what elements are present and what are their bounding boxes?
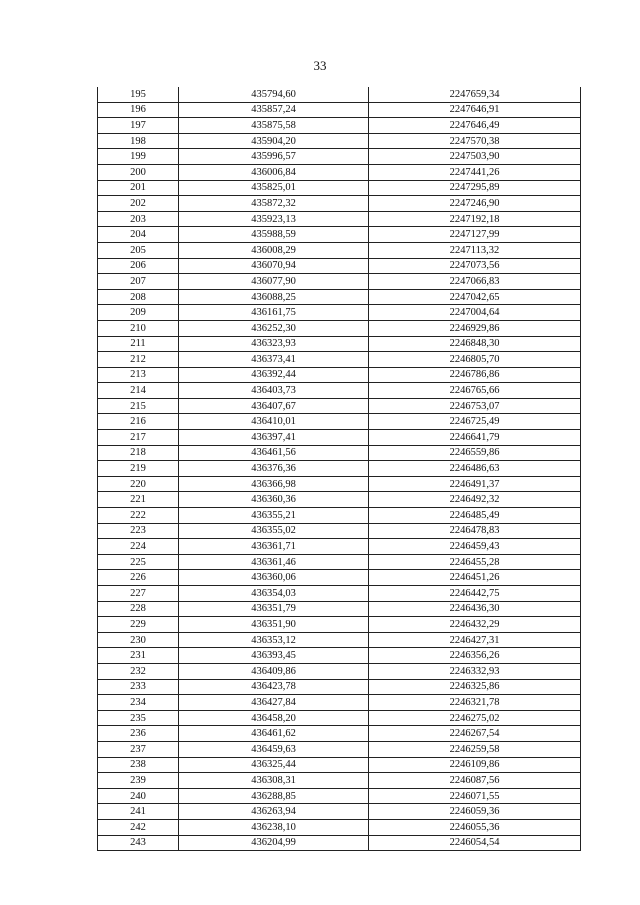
x-coordinate-cell: 436354,03 bbox=[179, 586, 369, 602]
point-number-cell: 238 bbox=[98, 757, 179, 773]
table-row bbox=[98, 383, 581, 399]
y-coordinate-cell: 2246486,63 bbox=[369, 461, 581, 477]
y-coordinate-cell: 2247004,64 bbox=[369, 305, 581, 321]
table-row bbox=[98, 196, 581, 212]
table-row bbox=[98, 102, 581, 118]
y-coordinate-cell: 2246059,36 bbox=[369, 804, 581, 820]
coordinates-table bbox=[97, 87, 581, 851]
y-coordinate-cell: 2247127,99 bbox=[369, 227, 581, 243]
y-coordinate-cell: 2246786,86 bbox=[369, 367, 581, 383]
point-number-cell: 200 bbox=[98, 164, 179, 180]
x-coordinate-cell: 436325,44 bbox=[179, 757, 369, 773]
y-coordinate-cell: 2246805,70 bbox=[369, 352, 581, 368]
point-number-cell: 210 bbox=[98, 320, 179, 336]
table-row bbox=[98, 305, 581, 321]
point-number-cell: 228 bbox=[98, 601, 179, 617]
point-number-cell: 231 bbox=[98, 648, 179, 664]
point-number-cell: 211 bbox=[98, 336, 179, 352]
y-coordinate-cell: 2246259,58 bbox=[369, 741, 581, 757]
point-number-cell: 197 bbox=[98, 118, 179, 134]
x-coordinate-cell: 436423,78 bbox=[179, 679, 369, 695]
x-coordinate-cell: 436360,06 bbox=[179, 570, 369, 586]
point-number-cell: 214 bbox=[98, 383, 179, 399]
table-row bbox=[98, 741, 581, 757]
point-number-cell: 202 bbox=[98, 196, 179, 212]
y-coordinate-cell: 2246442,75 bbox=[369, 586, 581, 602]
x-coordinate-cell: 435872,32 bbox=[179, 196, 369, 212]
x-coordinate-cell: 436161,75 bbox=[179, 305, 369, 321]
point-number-cell: 204 bbox=[98, 227, 179, 243]
point-number-cell: 206 bbox=[98, 258, 179, 274]
x-coordinate-cell: 436458,20 bbox=[179, 710, 369, 726]
x-coordinate-cell: 436252,30 bbox=[179, 320, 369, 336]
table-row bbox=[98, 118, 581, 134]
table-row bbox=[98, 461, 581, 477]
x-coordinate-cell: 436461,62 bbox=[179, 726, 369, 742]
point-number-cell: 215 bbox=[98, 398, 179, 414]
y-coordinate-cell: 2246109,86 bbox=[369, 757, 581, 773]
point-number-cell: 208 bbox=[98, 289, 179, 305]
table-row bbox=[98, 570, 581, 586]
y-coordinate-cell: 2246427,31 bbox=[369, 632, 581, 648]
table-row bbox=[98, 819, 581, 835]
y-coordinate-cell: 2247646,91 bbox=[369, 102, 581, 118]
y-coordinate-cell: 2247113,32 bbox=[369, 242, 581, 258]
table-row bbox=[98, 336, 581, 352]
x-coordinate-cell: 436409,86 bbox=[179, 663, 369, 679]
x-coordinate-cell: 436376,36 bbox=[179, 461, 369, 477]
y-coordinate-cell: 2246267,54 bbox=[369, 726, 581, 742]
point-number-cell: 234 bbox=[98, 695, 179, 711]
y-coordinate-cell: 2247659,34 bbox=[369, 87, 581, 102]
table-row bbox=[98, 648, 581, 664]
x-coordinate-cell: 436323,93 bbox=[179, 336, 369, 352]
table-row bbox=[98, 617, 581, 633]
y-coordinate-cell: 2246492,32 bbox=[369, 492, 581, 508]
x-coordinate-cell: 436308,31 bbox=[179, 773, 369, 789]
x-coordinate-cell: 436373,41 bbox=[179, 352, 369, 368]
table-row bbox=[98, 258, 581, 274]
x-coordinate-cell: 436407,67 bbox=[179, 398, 369, 414]
x-coordinate-cell: 436403,73 bbox=[179, 383, 369, 399]
point-number-cell: 232 bbox=[98, 663, 179, 679]
table-row bbox=[98, 539, 581, 555]
table-row bbox=[98, 679, 581, 695]
table-row bbox=[98, 726, 581, 742]
table-row bbox=[98, 508, 581, 524]
table-row bbox=[98, 445, 581, 461]
table-row bbox=[98, 352, 581, 368]
y-coordinate-cell: 2246491,37 bbox=[369, 476, 581, 492]
y-coordinate-cell: 2247073,56 bbox=[369, 258, 581, 274]
point-number-cell: 225 bbox=[98, 554, 179, 570]
y-coordinate-cell: 2246432,29 bbox=[369, 617, 581, 633]
x-coordinate-cell: 435825,01 bbox=[179, 180, 369, 196]
x-coordinate-cell: 436088,25 bbox=[179, 289, 369, 305]
table-row bbox=[98, 414, 581, 430]
y-coordinate-cell: 2246765,66 bbox=[369, 383, 581, 399]
x-coordinate-cell: 436360,36 bbox=[179, 492, 369, 508]
x-coordinate-cell: 436427,84 bbox=[179, 695, 369, 711]
coordinates-table-body bbox=[98, 87, 581, 851]
y-coordinate-cell: 2247042,65 bbox=[369, 289, 581, 305]
y-coordinate-cell: 2246485,49 bbox=[369, 508, 581, 524]
table-row bbox=[98, 835, 581, 851]
table-row bbox=[98, 788, 581, 804]
y-coordinate-cell: 2246753,07 bbox=[369, 398, 581, 414]
x-coordinate-cell: 436355,21 bbox=[179, 508, 369, 524]
table-row bbox=[98, 274, 581, 290]
point-number-cell: 236 bbox=[98, 726, 179, 742]
x-coordinate-cell: 436351,90 bbox=[179, 617, 369, 633]
table-row bbox=[98, 430, 581, 446]
y-coordinate-cell: 2246559,86 bbox=[369, 445, 581, 461]
point-number-cell: 196 bbox=[98, 102, 179, 118]
point-number-cell: 243 bbox=[98, 835, 179, 851]
table-row bbox=[98, 398, 581, 414]
table-row bbox=[98, 804, 581, 820]
y-coordinate-cell: 2246321,78 bbox=[369, 695, 581, 711]
y-coordinate-cell: 2247646,49 bbox=[369, 118, 581, 134]
point-number-cell: 240 bbox=[98, 788, 179, 804]
y-coordinate-cell: 2247503,90 bbox=[369, 149, 581, 165]
point-number-cell: 195 bbox=[98, 87, 179, 102]
point-number-cell: 242 bbox=[98, 819, 179, 835]
x-coordinate-cell: 435923,13 bbox=[179, 211, 369, 227]
point-number-cell: 203 bbox=[98, 211, 179, 227]
table-row bbox=[98, 164, 581, 180]
y-coordinate-cell: 2246848,30 bbox=[369, 336, 581, 352]
y-coordinate-cell: 2246055,36 bbox=[369, 819, 581, 835]
x-coordinate-cell: 436461,56 bbox=[179, 445, 369, 461]
y-coordinate-cell: 2246071,55 bbox=[369, 788, 581, 804]
point-number-cell: 223 bbox=[98, 523, 179, 539]
point-number-cell: 239 bbox=[98, 773, 179, 789]
table-row bbox=[98, 773, 581, 789]
point-number-cell: 207 bbox=[98, 274, 179, 290]
y-coordinate-cell: 2246356,26 bbox=[369, 648, 581, 664]
y-coordinate-cell: 2246325,86 bbox=[369, 679, 581, 695]
table-row bbox=[98, 492, 581, 508]
x-coordinate-cell: 436397,41 bbox=[179, 430, 369, 446]
point-number-cell: 217 bbox=[98, 430, 179, 446]
point-number-cell: 199 bbox=[98, 149, 179, 165]
table-row bbox=[98, 87, 581, 102]
point-number-cell: 213 bbox=[98, 367, 179, 383]
x-coordinate-cell: 435904,20 bbox=[179, 133, 369, 149]
y-coordinate-cell: 2246436,30 bbox=[369, 601, 581, 617]
point-number-cell: 229 bbox=[98, 617, 179, 633]
x-coordinate-cell: 436238,10 bbox=[179, 819, 369, 835]
point-number-cell: 235 bbox=[98, 710, 179, 726]
table-row bbox=[98, 320, 581, 336]
y-coordinate-cell: 2246725,49 bbox=[369, 414, 581, 430]
point-number-cell: 237 bbox=[98, 741, 179, 757]
y-coordinate-cell: 2246478,83 bbox=[369, 523, 581, 539]
y-coordinate-cell: 2246455,28 bbox=[369, 554, 581, 570]
x-coordinate-cell: 436353,12 bbox=[179, 632, 369, 648]
table-row bbox=[98, 289, 581, 305]
point-number-cell: 220 bbox=[98, 476, 179, 492]
x-coordinate-cell: 435794,60 bbox=[179, 87, 369, 102]
point-number-cell: 205 bbox=[98, 242, 179, 258]
x-coordinate-cell: 436070,94 bbox=[179, 258, 369, 274]
table-row bbox=[98, 149, 581, 165]
table-row bbox=[98, 757, 581, 773]
y-coordinate-cell: 2247570,38 bbox=[369, 133, 581, 149]
point-number-cell: 201 bbox=[98, 180, 179, 196]
point-number-cell: 227 bbox=[98, 586, 179, 602]
table-row bbox=[98, 601, 581, 617]
x-coordinate-cell: 436006,84 bbox=[179, 164, 369, 180]
point-number-cell: 212 bbox=[98, 352, 179, 368]
point-number-cell: 209 bbox=[98, 305, 179, 321]
x-coordinate-cell: 435996,57 bbox=[179, 149, 369, 165]
y-coordinate-cell: 2247295,89 bbox=[369, 180, 581, 196]
x-coordinate-cell: 436204,99 bbox=[179, 835, 369, 851]
x-coordinate-cell: 436410,01 bbox=[179, 414, 369, 430]
table-row bbox=[98, 632, 581, 648]
table-row bbox=[98, 180, 581, 196]
point-number-cell: 224 bbox=[98, 539, 179, 555]
point-number-cell: 241 bbox=[98, 804, 179, 820]
x-coordinate-cell: 436361,71 bbox=[179, 539, 369, 555]
x-coordinate-cell: 436008,29 bbox=[179, 242, 369, 258]
point-number-cell: 222 bbox=[98, 508, 179, 524]
table-row bbox=[98, 663, 581, 679]
table-row bbox=[98, 211, 581, 227]
x-coordinate-cell: 436288,85 bbox=[179, 788, 369, 804]
y-coordinate-cell: 2246929,86 bbox=[369, 320, 581, 336]
table-row bbox=[98, 710, 581, 726]
x-coordinate-cell: 436366,98 bbox=[179, 476, 369, 492]
table-row bbox=[98, 695, 581, 711]
table-row bbox=[98, 523, 581, 539]
y-coordinate-cell: 2247066,83 bbox=[369, 274, 581, 290]
x-coordinate-cell: 436355,02 bbox=[179, 523, 369, 539]
x-coordinate-cell: 436361,46 bbox=[179, 554, 369, 570]
point-number-cell: 216 bbox=[98, 414, 179, 430]
y-coordinate-cell: 2246087,56 bbox=[369, 773, 581, 789]
y-coordinate-cell: 2246459,43 bbox=[369, 539, 581, 555]
table-row bbox=[98, 242, 581, 258]
page-number: 33 bbox=[313, 58, 327, 73]
y-coordinate-cell: 2247246,90 bbox=[369, 196, 581, 212]
table-row bbox=[98, 133, 581, 149]
y-coordinate-cell: 2247441,26 bbox=[369, 164, 581, 180]
x-coordinate-cell: 435875,58 bbox=[179, 118, 369, 134]
y-coordinate-cell: 2246275,02 bbox=[369, 710, 581, 726]
x-coordinate-cell: 436263,94 bbox=[179, 804, 369, 820]
point-number-cell: 221 bbox=[98, 492, 179, 508]
point-number-cell: 233 bbox=[98, 679, 179, 695]
point-number-cell: 230 bbox=[98, 632, 179, 648]
y-coordinate-cell: 2246641,79 bbox=[369, 430, 581, 446]
point-number-cell: 226 bbox=[98, 570, 179, 586]
table-row bbox=[98, 476, 581, 492]
table-row bbox=[98, 367, 581, 383]
x-coordinate-cell: 436351,79 bbox=[179, 601, 369, 617]
point-number-cell: 219 bbox=[98, 461, 179, 477]
x-coordinate-cell: 436393,45 bbox=[179, 648, 369, 664]
table-row bbox=[98, 586, 581, 602]
table-row bbox=[98, 227, 581, 243]
y-coordinate-cell: 2246332,93 bbox=[369, 663, 581, 679]
y-coordinate-cell: 2246054,54 bbox=[369, 835, 581, 851]
y-coordinate-cell: 2246451,26 bbox=[369, 570, 581, 586]
table-row bbox=[98, 554, 581, 570]
x-coordinate-cell: 435857,24 bbox=[179, 102, 369, 118]
point-number-cell: 198 bbox=[98, 133, 179, 149]
point-number-cell: 218 bbox=[98, 445, 179, 461]
x-coordinate-cell: 436459,63 bbox=[179, 741, 369, 757]
x-coordinate-cell: 436077,90 bbox=[179, 274, 369, 290]
y-coordinate-cell: 2247192,18 bbox=[369, 211, 581, 227]
x-coordinate-cell: 435988,59 bbox=[179, 227, 369, 243]
x-coordinate-cell: 436392,44 bbox=[179, 367, 369, 383]
